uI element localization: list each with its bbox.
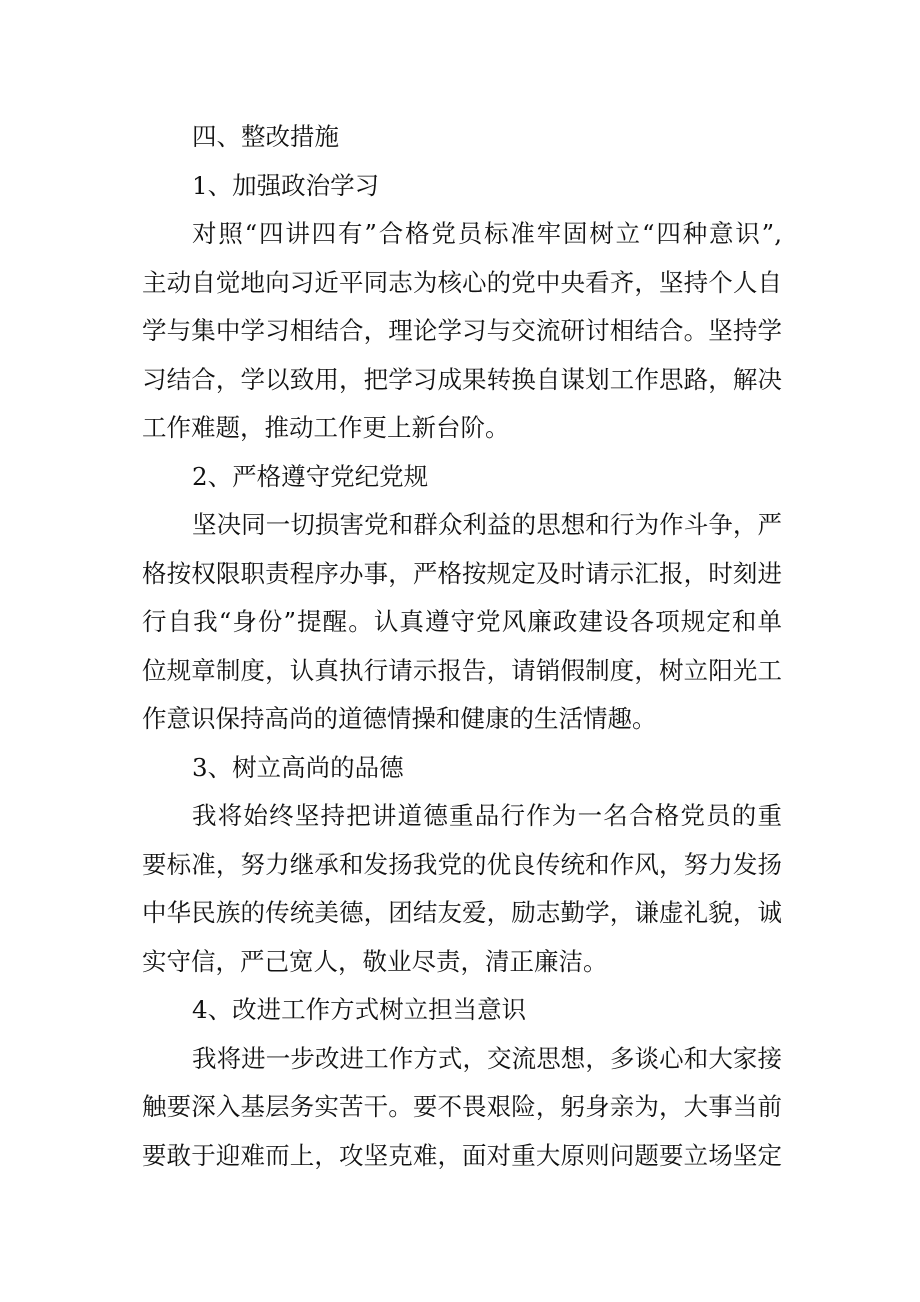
paragraph-line: 学与集中学习相结合，理论学习与交流研讨相结合。坚持学 (142, 316, 782, 345)
section-heading: 2、严格遵守党纪党规 (192, 461, 429, 491)
paragraph-line: 我将进一步改进工作方式，交流思想，多谈心和大家接 (192, 1043, 782, 1073)
paragraph-line: 主动自觉地向习近平同志为核心的党中央看齐，坚持个人自 (142, 267, 782, 297)
section-heading: 3、树立高尚的品德 (192, 752, 404, 782)
paragraph-line: 触要深入基层务实苦干。要不畏艰险，躬身亲为，大事当前 (142, 1092, 782, 1121)
paragraph-line: 我将始终坚持把讲道德重品行作为一名合格党员的重 (192, 801, 782, 830)
document-page (142, 113, 782, 1180)
paragraph-line: 作意识保持高尚的道德情操和健康的生活情趣。 (142, 704, 657, 733)
paragraph-line: 格按权限职责程序办事，严格按规定及时请示汇报，时刻进 (142, 558, 782, 588)
paragraph-line: 习结合，学以致用，把学习成果转换自谋划工作思路，解决 (142, 364, 782, 394)
paragraph-line: 要敢于迎难而上，攻坚克难，面对重大原则问题要立场坚定 (142, 1140, 782, 1170)
document-body (142, 113, 782, 1180)
paragraph-line: 坚决同一切损害党和群众利益的思想和行为作斗争，严 (192, 510, 782, 539)
paragraph-line: 位规章制度，认真执行请示报告，请销假制度，树立阳光工 (142, 655, 782, 685)
section-heading: 1、加强政治学习 (192, 170, 380, 200)
paragraph-line: 工作难题，推动工作更上新台阶。 (142, 413, 510, 442)
paragraph-line: 行自我“身份”提醒。认真遵守党风廉政建设各项规定和单 (142, 607, 782, 636)
paragraph-line: 对照“四讲四有”合格党员标准牢固树立“四种意识”, (192, 219, 782, 248)
paragraph-line: 要标准，努力继承和发扬我党的优良传统和作风，努力发扬 (142, 849, 782, 879)
section-heading: 4、改进工作方式树立担当意识 (192, 995, 527, 1024)
paragraph-line: 中华民族的传统美德，团结友爱，励志勤学，谦虚礼貌，诚 (142, 898, 782, 927)
section-heading: 四、整改措施 (192, 122, 339, 151)
paragraph-line: 实守信，严己宽人，敬业尽责，清正廉洁。 (142, 946, 608, 976)
